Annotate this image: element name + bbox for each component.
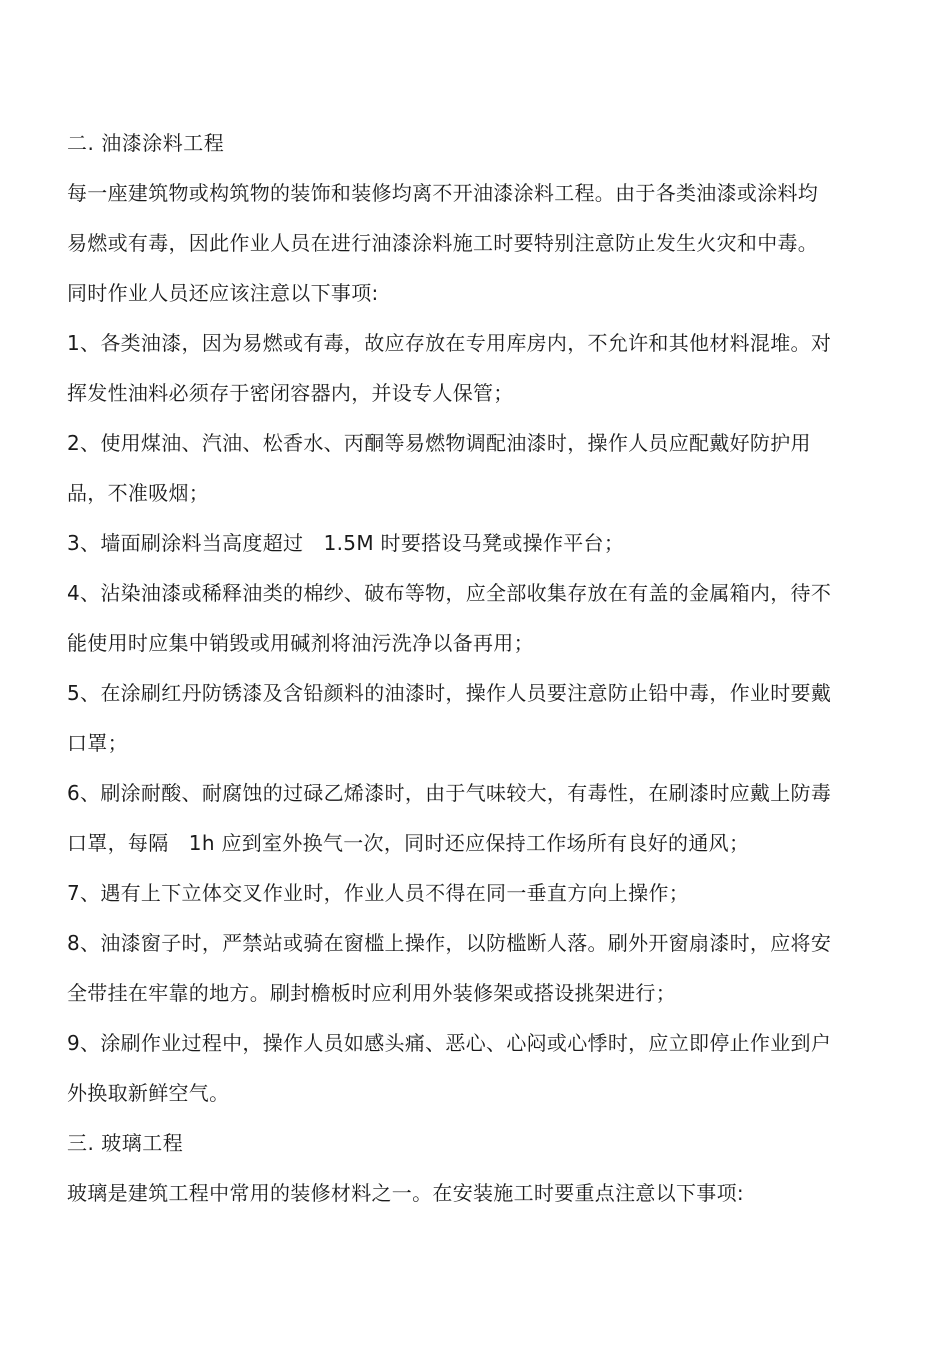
list-item: 4、沾染油漆或稀释油类的棉纱、破布等物，应全部收集存放在有盖的金属箱内，待不能使用时应集中销毁或用碱剂将油污洗净以备再用； <box>67 581 832 655</box>
list-item: 7、遇有上下立体交叉作业时，作业人员不得在同一垂直方向上操作； <box>67 881 690 905</box>
list-item: 3、墙面刷涂料当高度超过 1.5M 时要搭设马凳或操作平台； <box>67 531 625 555</box>
section-intro-paint: 每一座建筑物或构筑物的装饰和装修均离不开油漆涂料工程。由于各类油漆或涂料均易燃或有毒，因此作业人员在进行油漆涂料施工时要特别注意防止发生火灾和中毒。同时作业人员还应该注意以下事项: <box>67 181 819 305</box>
list-item: 2、使用煤油、汽油、松香水、丙酮等易燃物调配油漆时，操作人员应配戴好防护用品，不准吸烟； <box>67 431 811 505</box>
document-body <box>67 118 837 1218</box>
list-item: 6、刷涂耐酸、耐腐蚀的过碌乙烯漆时，由于气味较大，有毒性，在刷漆时应戴上防毒口罩，每隔 1h 应到室外换气一次，同时还应保持工作场所有良好的通风； <box>67 781 832 855</box>
section-intro-glass: 玻璃是建筑工程中常用的装修材料之一。在安装施工时要重点注意以下事项: <box>67 1181 744 1205</box>
section-heading-glass: 三. 玻璃工程 <box>67 1131 184 1155</box>
list-item: 8、油漆窗子时，严禁站或骑在窗槛上操作，以防槛断人落。刷外开窗扇漆时，应将安全带挂在牢靠的地方。刷封檐板时应利用外装修架或搭设挑架进行； <box>67 931 832 1005</box>
list-item: 1、各类油漆，因为易燃或有毒，故应存放在专用库房内，不允许和其他材料混堆。对挥发性油料必须存于密闭容器内，并设专人保管； <box>67 331 832 405</box>
list-item: 9、涂刷作业过程中，操作人员如感头痛、恶心、心闷或心悸时，应立即停止作业到户外换取新鲜空气。 <box>67 1031 832 1105</box>
section-heading-paint: 二. 油漆涂料工程 <box>67 131 225 155</box>
list-item: 5、在涂刷红丹防锈漆及含铅颜料的油漆时，操作人员要注意防止铅中毒，作业时要戴口罩； <box>67 681 832 755</box>
